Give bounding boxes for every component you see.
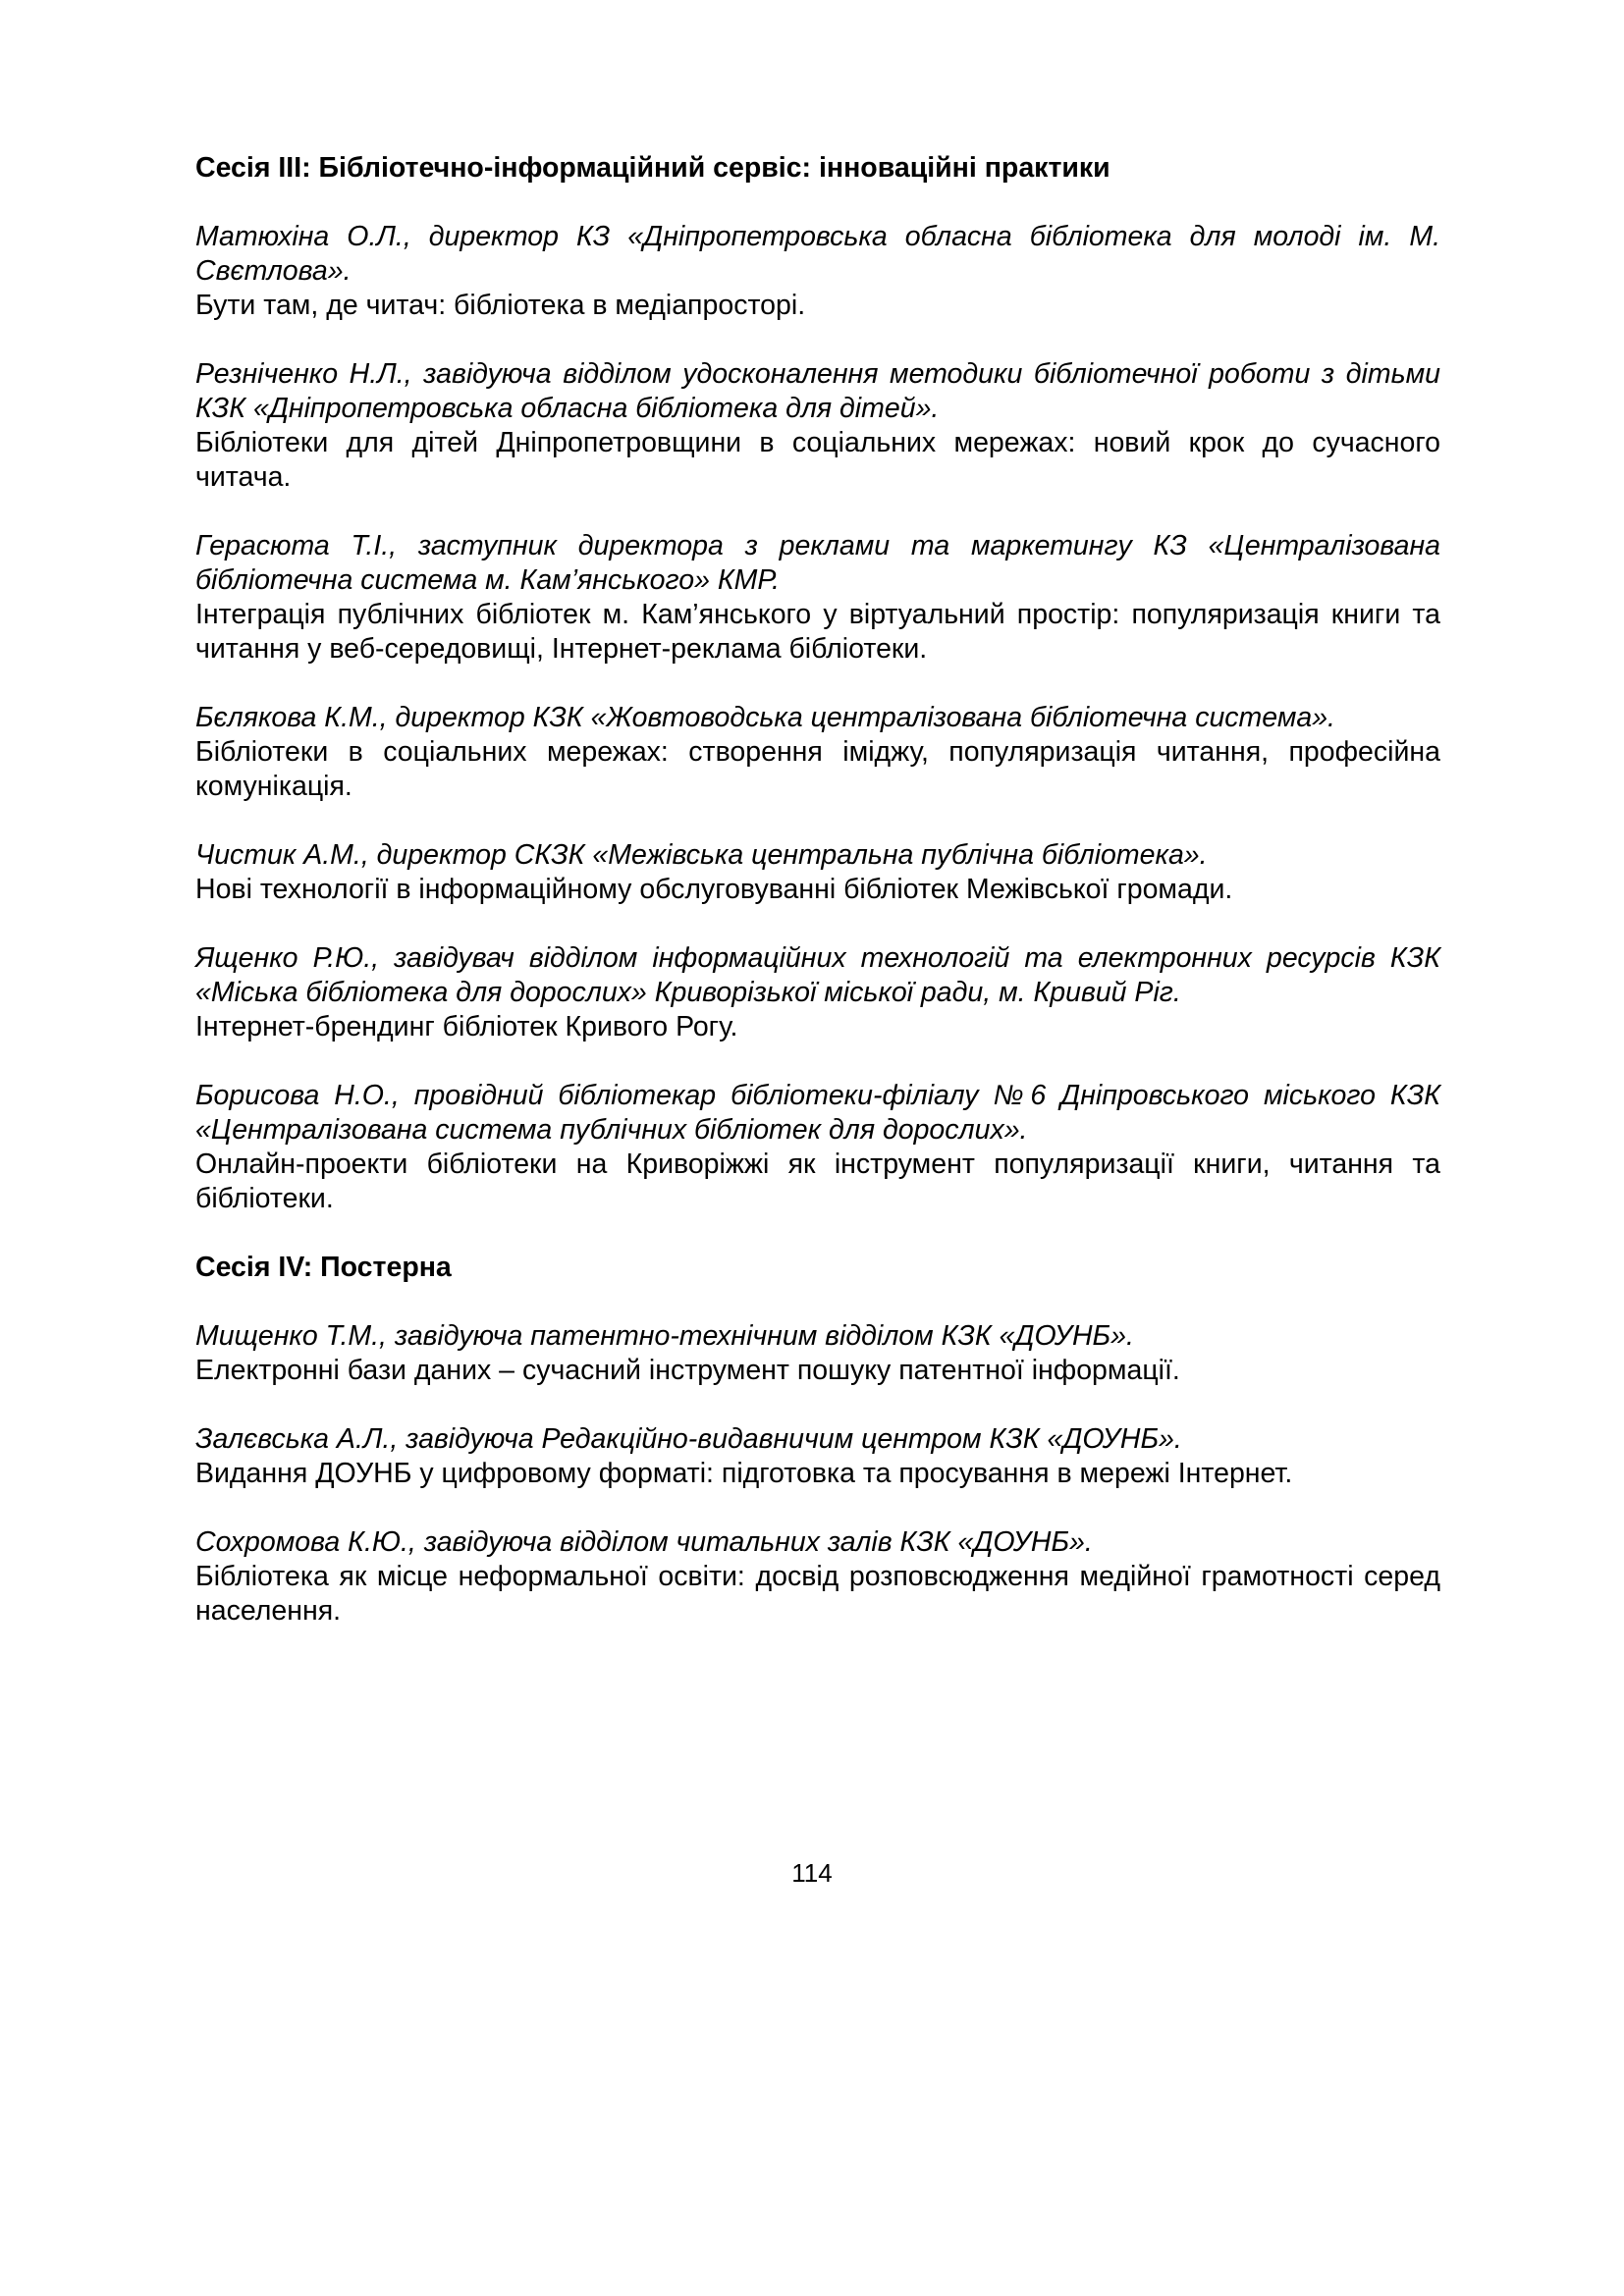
entry-author: Залєвська А.Л., завідуюча Редакційно-видавничим центром КЗК «ДОУНБ».: [195, 1423, 1182, 1455]
entry-author: Ященко Р.Ю., завідувач відділом інформаційних технологій та електронних ресурсів КЗК «Міська бібліотека для дорослих» Криворізької міської ради, м. Кривий Ріг.: [195, 942, 1440, 1008]
entry-topic: Бібліотеки в соціальних мережах: створення іміджу, популяризація читання, професійна комунікація.: [195, 736, 1440, 802]
session-title: Сесія IV: Постерна: [195, 1252, 452, 1283]
entry: [195, 838, 1440, 907]
entry-topic: Нові технології в інформаційному обслуговуванні бібліотек Межівської громади.: [195, 874, 1233, 905]
entry-topic: Інтернет-брендинг бібліотек Кривого Рогу.: [195, 1011, 738, 1042]
entry-author: Чистик А.М., директор СКЗК «Межівська центральна публічна бібліотека».: [195, 839, 1208, 871]
entry-topic: Бібліотеки для дітей Дніпропетровщини в соціальних мережах: новий крок до сучасного читача.: [195, 427, 1440, 493]
entry: [195, 1525, 1440, 1629]
entry: [195, 1079, 1440, 1216]
document-page: [195, 151, 1440, 1663]
session-3: [195, 151, 1440, 1216]
entry: [195, 941, 1440, 1044]
entry-topic: Видання ДОУНБ у цифровому форматі: підготовка та просування в мережі Інтернет.: [195, 1458, 1293, 1489]
entry-author: Сохромова К.Ю., завідуюча відділом читальних залів КЗК «ДОУНБ».: [195, 1526, 1093, 1558]
entry: [195, 1422, 1440, 1491]
entry: [195, 357, 1440, 495]
entry-author: Резніченко Н.Л., завідуюча відділом удосконалення методики бібліотечної роботи з дітьми КЗК «Дніпропетровська обласна бібліотека для дітей».: [195, 358, 1440, 424]
entry: [195, 529, 1440, 667]
entry-author: Мищенко Т.М., завідуюча патентно-технічним відділом КЗК «ДОУНБ».: [195, 1320, 1134, 1352]
session-title: Сесія ІІІ: Бібліотечно-інформаційний сервіс: інноваційні практики: [195, 152, 1110, 184]
page-number: 114: [791, 1858, 833, 1888]
entry-topic: Інтеграція публічних бібліотек м. Кам’янського у віртуальний простір: популяризація книги та читання у веб-середовищі, Інтернет-реклама бібліотеки.: [195, 599, 1440, 665]
session-4: [195, 1251, 1440, 1629]
entry: [195, 220, 1440, 323]
entry-author: Борисова Н.О., провідний бібліотекар бібліотеки-філіалу №6 Дніпровського міського КЗК «Централізована система публічних бібліотек для дорослих».: [195, 1080, 1440, 1146]
entry-topic: Онлайн-проекти бібліотеки на Криворіжжі як інструмент популяризації книги, читання та бібліотеки.: [195, 1148, 1440, 1214]
entry: [195, 701, 1440, 804]
entry: [195, 1319, 1440, 1388]
entry-author: Герасюта Т.І., заступник директора з реклами та маркетингу КЗ «Централізована бібліотечна система м. Кам’янського» КМР.: [195, 530, 1440, 596]
entry-topic: Бути там, де читач: бібліотека в медіапросторі.: [195, 290, 806, 321]
entry-topic: Бібліотека як місце неформальної освіти: досвід розповсюдження медійної грамотності серед населення.: [195, 1561, 1440, 1627]
entry-topic: Електронні бази даних – сучасний інструмент пошуку патентної інформації.: [195, 1355, 1180, 1386]
entry-author: Матюхіна О.Л., директор КЗ «Дніпропетровська обласна бібліотека для молоді ім. М. Свєтлова».: [195, 221, 1440, 287]
entry-author: Бєлякова К.М., директор КЗК «Жовтоводська централізована бібліотечна система».: [195, 702, 1335, 733]
